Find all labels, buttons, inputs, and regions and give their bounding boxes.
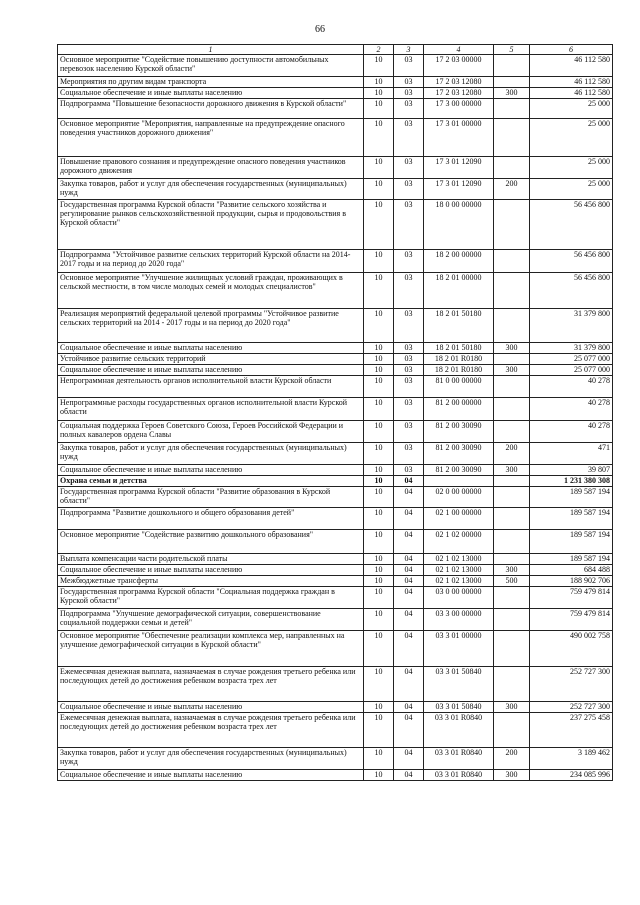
table-row: [58, 77, 613, 88]
table-row: [58, 157, 613, 179]
subsection-code: 04: [394, 702, 424, 713]
expense-type-code: [494, 398, 530, 421]
amount: 46 112 580: [530, 77, 613, 88]
item-name: Основное мероприятие "Улучшение жилищных условий граждан, проживающих в сельской местности, в том числе молодых семей и молодых специалистов": [58, 273, 364, 309]
table-row: [58, 530, 613, 554]
target-article-code: 18 2 01 50180: [424, 309, 494, 343]
subsection-code: 03: [394, 443, 424, 465]
expense-type-code: [494, 55, 530, 77]
subsection-code: 03: [394, 365, 424, 376]
table-row: [58, 465, 613, 476]
page-number: 66: [315, 24, 325, 35]
item-name: Подпрограмма "Развитие дошкольного и общего образования детей": [58, 508, 364, 530]
table-row: [58, 631, 613, 667]
table-row: [58, 273, 613, 309]
amount: 234 085 996: [530, 770, 613, 781]
item-name: Государственная программа Курской области "Социальная поддержка граждан в Курской области": [58, 587, 364, 609]
item-name: Подпрограмма "Повышение безопасности дорожного движения в Курской области": [58, 99, 364, 119]
amount: 25 077 000: [530, 365, 613, 376]
section-code: 10: [364, 476, 394, 487]
section-code: 10: [364, 157, 394, 179]
subsection-code: 03: [394, 465, 424, 476]
target-article-code: 81 2 00 30090: [424, 443, 494, 465]
header-row: [58, 45, 613, 55]
target-article-code: 02 1 02 00000: [424, 530, 494, 554]
item-name: Социальное обеспечение и иные выплаты населению: [58, 702, 364, 713]
subsection-code: 04: [394, 770, 424, 781]
target-article-code: 81 2 00 00000: [424, 398, 494, 421]
expense-type-code: 300: [494, 343, 530, 354]
table-row: [58, 200, 613, 250]
section-code: 10: [364, 631, 394, 667]
amount: 490 002 758: [530, 631, 613, 667]
table-row: [58, 398, 613, 421]
amount: 471: [530, 443, 613, 465]
subsection-code: 03: [394, 179, 424, 200]
target-article-code: 18 0 00 00000: [424, 200, 494, 250]
amount: 189 587 194: [530, 508, 613, 530]
section-code: 10: [364, 354, 394, 365]
subsection-code: 03: [394, 376, 424, 398]
subsection-code: 04: [394, 748, 424, 770]
amount: 3 189 462: [530, 748, 613, 770]
expense-type-code: 500: [494, 576, 530, 587]
item-name: Ежемесячная денежная выплата, назначаемая в случае рождения третьего ребенка или последующих детей до достижения ребенком возраста трех лет: [58, 667, 364, 702]
expense-type-code: 300: [494, 702, 530, 713]
amount: 252 727 300: [530, 667, 613, 702]
target-article-code: 02 0 00 00000: [424, 487, 494, 508]
target-article-code: 03 3 01 50840: [424, 702, 494, 713]
target-article-code: 81 2 00 30090: [424, 421, 494, 443]
amount: 25 000: [530, 99, 613, 119]
target-article-code: 18 2 01 50180: [424, 343, 494, 354]
section-code: 10: [364, 55, 394, 77]
expense-type-code: [494, 119, 530, 157]
amount: 40 278: [530, 398, 613, 421]
section-code: 10: [364, 179, 394, 200]
section-code: 10: [364, 343, 394, 354]
target-article-code: 17 2 03 00000: [424, 55, 494, 77]
target-article-code: 17 3 01 00000: [424, 119, 494, 157]
expense-type-code: [494, 476, 530, 487]
subsection-code: 04: [394, 476, 424, 487]
section-code: 10: [364, 77, 394, 88]
table-row: [58, 508, 613, 530]
expense-type-code: 300: [494, 365, 530, 376]
section-code: 10: [364, 376, 394, 398]
section-code: 10: [364, 609, 394, 631]
subsection-code: 03: [394, 421, 424, 443]
table-row: [58, 250, 613, 273]
item-name: Непрограммная деятельность органов исполнительной власти Курской области: [58, 376, 364, 398]
amount: 189 587 194: [530, 554, 613, 565]
subsection-code: 04: [394, 667, 424, 702]
subsection-code: 03: [394, 398, 424, 421]
section-code: 10: [364, 565, 394, 576]
section-code: 10: [364, 770, 394, 781]
item-name: Мероприятия по другим видам транспорта: [58, 77, 364, 88]
subsection-code: 04: [394, 713, 424, 748]
section-code: 10: [364, 554, 394, 565]
target-article-code: 03 3 01 50840: [424, 667, 494, 702]
header-col-subsection: 3: [394, 45, 424, 55]
amount: 189 587 194: [530, 487, 613, 508]
subsection-code: 04: [394, 609, 424, 631]
item-name: Основное мероприятие "Обеспечение реализации комплекса мер, направленных на улучшение демографической ситуации в Курской области": [58, 631, 364, 667]
item-name: Основное мероприятие "Содействие повышению доступности автомобильных перевозок населению Курской области": [58, 55, 364, 77]
table-row: [58, 476, 613, 487]
table-row: [58, 554, 613, 565]
amount: 188 902 706: [530, 576, 613, 587]
expense-type-code: 200: [494, 179, 530, 200]
table-row: [58, 713, 613, 748]
section-code: 10: [364, 273, 394, 309]
subsection-code: 03: [394, 273, 424, 309]
amount: 56 456 800: [530, 273, 613, 309]
item-name: Социальное обеспечение и иные выплаты населению: [58, 770, 364, 781]
expense-type-code: [494, 354, 530, 365]
item-name: Выплата компенсации части родительской платы: [58, 554, 364, 565]
expense-type-code: [494, 713, 530, 748]
subsection-code: 04: [394, 487, 424, 508]
item-name: Социальная поддержка Героев Советского Союза, Героев Российской Федерации и полных кавалеров ордена Славы: [58, 421, 364, 443]
amount: 31 379 800: [530, 309, 613, 343]
section-code: 10: [364, 487, 394, 508]
expense-type-code: 200: [494, 748, 530, 770]
target-article-code: 81 0 00 00000: [424, 376, 494, 398]
subsection-code: 03: [394, 354, 424, 365]
header-col-section: 2: [364, 45, 394, 55]
target-article-code: 02 1 00 00000: [424, 508, 494, 530]
budget-table: [57, 44, 613, 781]
section-code: 10: [364, 587, 394, 609]
item-name: Ежемесячная денежная выплата, назначаемая в случае рождения третьего ребенка или последующих детей до достижения ребенком возраста трех лет: [58, 713, 364, 748]
amount: 25 000: [530, 179, 613, 200]
section-code: 10: [364, 465, 394, 476]
section-code: 10: [364, 200, 394, 250]
target-article-code: 17 3 01 12090: [424, 179, 494, 200]
item-name: Подпрограмма "Устойчивое развитие сельских территорий Курской области на 2014-2017 годы и на период до 2020 года": [58, 250, 364, 273]
header-col-target-article: 4: [424, 45, 494, 55]
table-row: [58, 702, 613, 713]
table-row: [58, 376, 613, 398]
section-code: 10: [364, 398, 394, 421]
table-row: [58, 365, 613, 376]
target-article-code: 03 3 01 R0840: [424, 748, 494, 770]
subsection-code: 04: [394, 508, 424, 530]
section-code: 10: [364, 667, 394, 702]
section-code: 10: [364, 365, 394, 376]
amount: 25 000: [530, 157, 613, 179]
header-col-amount: 6: [530, 45, 613, 55]
amount: 252 727 300: [530, 702, 613, 713]
table-row: [58, 667, 613, 702]
item-name: Социальное обеспечение и иные выплаты населению: [58, 365, 364, 376]
table-row: [58, 421, 613, 443]
section-code: 10: [364, 309, 394, 343]
section-code: 10: [364, 748, 394, 770]
expense-type-code: [494, 609, 530, 631]
header-col-name: 1: [58, 45, 364, 55]
expense-type-code: [494, 631, 530, 667]
subsection-code: 04: [394, 587, 424, 609]
subsection-code: 04: [394, 565, 424, 576]
expense-type-code: [494, 487, 530, 508]
target-article-code: [424, 476, 494, 487]
target-article-code: 17 3 00 00000: [424, 99, 494, 119]
item-name: Повышение правового сознания и предупреждение опасного поведения участников дорожного движения: [58, 157, 364, 179]
item-name: Социальное обеспечение и иные выплаты населению: [58, 465, 364, 476]
target-article-code: 17 2 03 12080: [424, 77, 494, 88]
subsection-code: 03: [394, 343, 424, 354]
amount: 759 479 814: [530, 609, 613, 631]
section-code: 10: [364, 99, 394, 119]
expense-type-code: 300: [494, 565, 530, 576]
table-row: [58, 99, 613, 119]
target-article-code: 03 3 01 R0840: [424, 770, 494, 781]
expense-type-code: [494, 376, 530, 398]
table-row: [58, 119, 613, 157]
amount: 25 077 000: [530, 354, 613, 365]
subsection-code: 03: [394, 250, 424, 273]
expense-type-code: [494, 309, 530, 343]
item-name: Социальное обеспечение и иные выплаты населению: [58, 343, 364, 354]
target-article-code: 03 3 00 00000: [424, 609, 494, 631]
amount: 39 807: [530, 465, 613, 476]
target-article-code: 02 1 02 13000: [424, 576, 494, 587]
item-name: Государственная программа Курской области "Развитие образования в Курской области": [58, 487, 364, 508]
item-name: Непрограммные расходы государственных органов исполнительной власти Курской области: [58, 398, 364, 421]
subsection-code: 04: [394, 554, 424, 565]
section-code: 10: [364, 250, 394, 273]
item-name: Закупка товаров, работ и услуг для обеспечения государственных (муниципальных) нужд: [58, 748, 364, 770]
table-row: [58, 343, 613, 354]
expense-type-code: [494, 508, 530, 530]
table-row: [58, 748, 613, 770]
subsection-code: 04: [394, 576, 424, 587]
table-row: [58, 565, 613, 576]
section-code: 10: [364, 702, 394, 713]
item-name: Подпрограмма "Улучшение демографической ситуации, совершенствование социальной поддержки семьи и детей": [58, 609, 364, 631]
expense-type-code: [494, 77, 530, 88]
section-code: 10: [364, 530, 394, 554]
table-row: [58, 88, 613, 99]
subsection-code: 03: [394, 157, 424, 179]
amount: 684 488: [530, 565, 613, 576]
item-name: Основное мероприятие "Содействие развитию дошкольного образования": [58, 530, 364, 554]
table-row: [58, 443, 613, 465]
item-name: Охрана семьи и детства: [58, 476, 364, 487]
section-code: 10: [364, 576, 394, 587]
expense-type-code: [494, 250, 530, 273]
expense-type-code: [494, 99, 530, 119]
target-article-code: 18 2 00 00000: [424, 250, 494, 273]
item-name: Закупка товаров, работ и услуг для обеспечения государственных (муниципальных) нужд: [58, 179, 364, 200]
expense-type-code: [494, 200, 530, 250]
amount: 25 000: [530, 119, 613, 157]
target-article-code: 03 3 01 00000: [424, 631, 494, 667]
table-row: [58, 55, 613, 77]
subsection-code: 04: [394, 530, 424, 554]
target-article-code: 17 2 03 12080: [424, 88, 494, 99]
item-name: Устойчивое развитие сельских территорий: [58, 354, 364, 365]
expense-type-code: [494, 157, 530, 179]
item-name: Межбюджетные трансферты: [58, 576, 364, 587]
section-code: 10: [364, 421, 394, 443]
table-row: [58, 309, 613, 343]
table-row: [58, 179, 613, 200]
table-row: [58, 487, 613, 508]
section-code: 10: [364, 88, 394, 99]
amount: 189 587 194: [530, 530, 613, 554]
section-code: 10: [364, 713, 394, 748]
amount: 56 456 800: [530, 200, 613, 250]
target-article-code: 81 2 00 30090: [424, 465, 494, 476]
subsection-code: 03: [394, 55, 424, 77]
target-article-code: 18 2 01 R0180: [424, 365, 494, 376]
amount: 46 112 580: [530, 55, 613, 77]
section-code: 10: [364, 508, 394, 530]
expense-type-code: 300: [494, 88, 530, 99]
expense-type-code: [494, 530, 530, 554]
table-row: [58, 576, 613, 587]
item-name: Государственная программа Курской области "Развитие сельского хозяйства и регулирование рынков сельскохозяйственной продукции, сырья и продовольствия в Курской области": [58, 200, 364, 250]
item-name: Основное мероприятие "Мероприятия, направленные на предупреждение опасного поведения участников дорожного движения": [58, 119, 364, 157]
table-row: [58, 609, 613, 631]
table-row: [58, 587, 613, 609]
item-name: Закупка товаров, работ и услуг для обеспечения государственных (муниципальных) нужд: [58, 443, 364, 465]
item-name: Социальное обеспечение и иные выплаты населению: [58, 88, 364, 99]
table-row: [58, 770, 613, 781]
target-article-code: 03 0 00 00000: [424, 587, 494, 609]
amount: 1 231 380 308: [530, 476, 613, 487]
subsection-code: 03: [394, 77, 424, 88]
amount: 759 479 814: [530, 587, 613, 609]
target-article-code: 03 3 01 R0840: [424, 713, 494, 748]
section-code: 10: [364, 119, 394, 157]
target-article-code: 02 1 02 13000: [424, 565, 494, 576]
expense-type-code: 300: [494, 770, 530, 781]
subsection-code: 03: [394, 99, 424, 119]
expense-type-code: [494, 421, 530, 443]
expense-type-code: 200: [494, 443, 530, 465]
header-col-expense-type: 5: [494, 45, 530, 55]
subsection-code: 03: [394, 200, 424, 250]
amount: 31 379 800: [530, 343, 613, 354]
amount: 56 456 800: [530, 250, 613, 273]
amount: 40 278: [530, 421, 613, 443]
section-code: 10: [364, 443, 394, 465]
subsection-code: 03: [394, 88, 424, 99]
amount: 237 275 458: [530, 713, 613, 748]
expense-type-code: [494, 667, 530, 702]
item-name: Реализация мероприятий федеральной целевой программы "Устойчивое развитие сельских территорий на 2014 - 2017 годы и на период до 2020 года": [58, 309, 364, 343]
table-row: [58, 354, 613, 365]
target-article-code: 18 2 01 00000: [424, 273, 494, 309]
target-article-code: 02 1 02 13000: [424, 554, 494, 565]
expense-type-code: 300: [494, 465, 530, 476]
item-name: Социальное обеспечение и иные выплаты населению: [58, 565, 364, 576]
subsection-code: 03: [394, 309, 424, 343]
expense-type-code: [494, 273, 530, 309]
expense-type-code: [494, 587, 530, 609]
target-article-code: 18 2 01 R0180: [424, 354, 494, 365]
subsection-code: 03: [394, 119, 424, 157]
target-article-code: 17 3 01 12090: [424, 157, 494, 179]
amount: 46 112 580: [530, 88, 613, 99]
expense-type-code: [494, 554, 530, 565]
amount: 40 278: [530, 376, 613, 398]
subsection-code: 04: [394, 631, 424, 667]
